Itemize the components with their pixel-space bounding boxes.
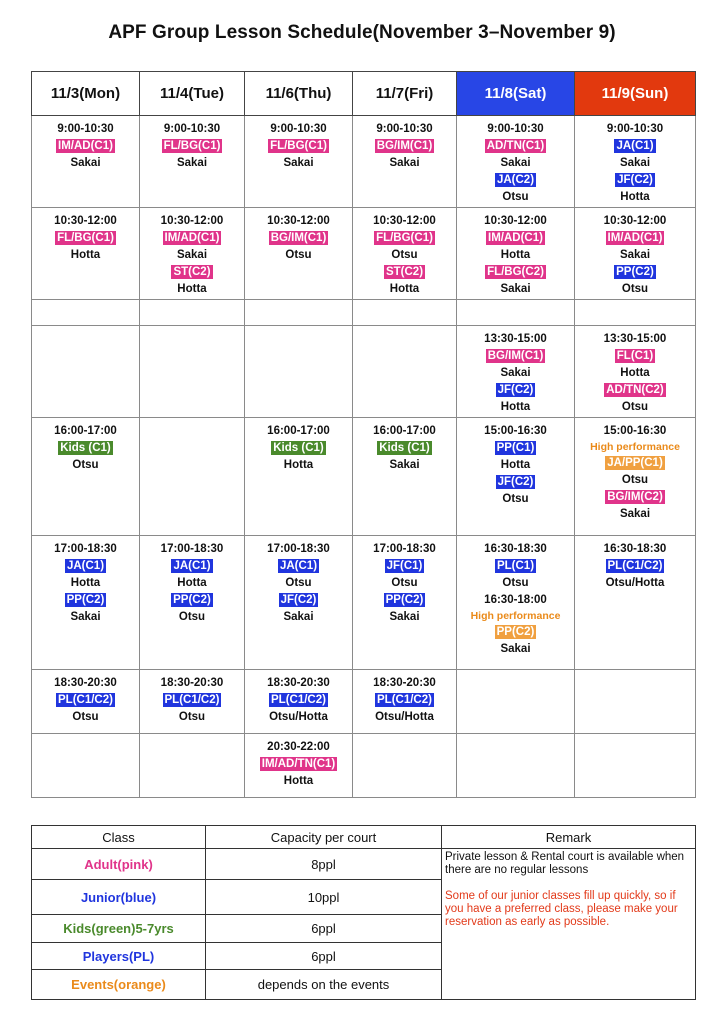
class-tag: IM/AD/TN(C1) <box>261 758 336 770</box>
schedule-row <box>32 536 696 670</box>
class-tag: BG/IM(C1) <box>376 140 433 152</box>
schedule-cell-tue <box>140 418 245 536</box>
lesson-time: 9:00-10:30 <box>606 123 664 135</box>
instructor-name: Otsu <box>72 459 99 471</box>
schedule-cell-sat <box>457 300 575 326</box>
instructor-name: Sakai <box>619 249 651 261</box>
instructor-name: Otsu <box>502 191 529 203</box>
instructor-name: Otsu <box>178 611 206 623</box>
instructor-name: Sakai <box>389 157 420 169</box>
schedule-cell-mon <box>32 670 140 734</box>
schedule-cell-sun <box>575 208 696 300</box>
lesson-time: 20:30-22:00 <box>267 741 330 753</box>
class-tag: PL(C1/C2) <box>607 560 663 572</box>
instructor-name: Hotta <box>70 249 101 261</box>
instructor-name: Hotta <box>500 459 531 471</box>
schedule-cell-mon <box>32 116 140 208</box>
schedule-cell-fri <box>353 536 457 670</box>
legend-class: Players(PL) <box>32 943 206 970</box>
instructor-name: Otsu <box>285 249 312 261</box>
class-tag: JF(C2) <box>280 594 317 606</box>
instructor-name: Otsu <box>621 401 649 413</box>
class-tag: ST(C2) <box>385 266 424 278</box>
class-tag: Kids (C1) <box>379 442 430 454</box>
instructor-name: Otsu <box>621 283 649 295</box>
class-tag: AD/TN(C2) <box>606 384 664 396</box>
lesson-time: 16:30-18:00 <box>484 594 547 606</box>
schedule-row <box>32 326 696 418</box>
legend-remark <box>442 849 696 1000</box>
instructor-name: Otsu/Hotta <box>375 711 434 723</box>
instructor-name: Otsu <box>502 493 529 505</box>
class-tag: FL/BG(C1) <box>376 232 433 244</box>
schedule-cell-fri <box>353 326 457 418</box>
page-title: APF Group Lesson Schedule(November 3–November 9) <box>108 22 616 43</box>
day-header-mon: 11/3(Mon) <box>32 72 140 116</box>
day-header-row <box>32 72 696 116</box>
schedule-cell-mon <box>32 536 140 670</box>
schedule-cell-fri <box>353 670 457 734</box>
instructor-name: Otsu <box>621 474 649 486</box>
lesson-time: 9:00-10:30 <box>57 123 114 135</box>
instructor-name: Otsu <box>285 577 312 589</box>
instructor-name: Hotta <box>620 191 650 203</box>
class-tag: BG/IM(C1) <box>487 350 544 362</box>
day-header-sat: 11/8(Sat) <box>457 72 575 116</box>
schedule-cell-sun <box>575 734 696 798</box>
class-tag: PL(C1/C2) <box>164 694 220 706</box>
class-tag: Kids (C1) <box>60 442 111 454</box>
schedule-cell-thu <box>245 116 353 208</box>
lesson-time: 9:00-10:30 <box>376 123 433 135</box>
schedule-row <box>32 418 696 536</box>
schedule-cell-sat <box>457 670 575 734</box>
schedule-cell-tue <box>140 536 245 670</box>
legend-table <box>31 825 696 1000</box>
instructor-name: Hotta <box>389 283 420 295</box>
class-tag: ST(C2) <box>173 266 211 278</box>
instructor-name: Sakai <box>389 459 420 471</box>
instructor-name: Otsu <box>72 711 99 723</box>
instructor-name: Hotta <box>500 249 531 261</box>
class-tag: Kids (C1) <box>273 442 324 454</box>
instructor-name: Otsu/Hotta <box>605 577 665 589</box>
schedule-cell-sat <box>457 418 575 536</box>
legend-capacity: 6ppl <box>206 943 442 970</box>
schedule-cell-sun <box>575 670 696 734</box>
instructor-name: Sakai <box>619 157 651 169</box>
instructor-name: Hotta <box>70 577 101 589</box>
instructor-name: Otsu/Hotta <box>269 711 328 723</box>
class-tag: PL(C1/C2) <box>58 694 113 706</box>
instructor-name: Sakai <box>500 157 531 169</box>
lesson-time: 15:00-16:30 <box>484 425 547 437</box>
remark-private-lesson: Private lesson & Rental court is available when there are no regular lessons <box>445 851 685 876</box>
schedule-cell-fri <box>353 734 457 798</box>
schedule-cell-mon <box>32 300 140 326</box>
schedule-cell-sat <box>457 326 575 418</box>
class-tag: JF(C1) <box>386 560 423 572</box>
class-tag: JF(C2) <box>497 384 534 396</box>
schedule-cell-thu <box>245 734 353 798</box>
class-tag: JA(C1) <box>279 560 318 572</box>
schedule-row <box>32 300 696 326</box>
class-tag: AD/TN(C1) <box>486 140 545 152</box>
lesson-time: 18:30-20:30 <box>373 677 436 689</box>
schedule-cell-thu <box>245 300 353 326</box>
lesson-time: 16:30-18:30 <box>484 543 547 555</box>
schedule-cell-fri <box>353 418 457 536</box>
schedule-cell-fri <box>353 300 457 326</box>
class-tag: FL/BG(C1) <box>163 140 221 152</box>
schedule-cell-mon <box>32 208 140 300</box>
high-performance-note: High performance <box>470 610 561 622</box>
legend-capacity: 8ppl <box>206 849 442 880</box>
instructor-name: Sakai <box>500 367 531 379</box>
lesson-time: 18:30-20:30 <box>54 677 117 689</box>
lesson-time: 17:00-18:30 <box>160 543 224 555</box>
lesson-time: 13:30-15:00 <box>484 333 547 345</box>
lesson-time: 18:30-20:30 <box>267 677 330 689</box>
instructor-name: Sakai <box>619 508 651 520</box>
instructor-name: Hotta <box>283 775 314 787</box>
legend-class: Junior(blue) <box>32 880 206 915</box>
legend-class: Events(orange) <box>32 970 206 1000</box>
instructor-name: Hotta <box>177 577 207 589</box>
schedule-cell-fri <box>353 208 457 300</box>
lesson-time: 15:00-16:30 <box>603 425 667 437</box>
instructor-name: Hotta <box>283 459 314 471</box>
class-tag: FL/BG(C2) <box>487 266 544 278</box>
instructor-name: Sakai <box>70 157 101 169</box>
legend-header-row <box>32 826 696 849</box>
schedule-table <box>31 71 696 798</box>
day-header-thu: 11/6(Thu) <box>245 72 353 116</box>
schedule-cell-mon <box>32 418 140 536</box>
schedule-cell-sat <box>457 116 575 208</box>
instructor-name: Sakai <box>500 643 531 655</box>
lesson-time: 17:00-18:30 <box>373 543 436 555</box>
lesson-time: 16:30-18:30 <box>603 543 667 555</box>
schedule-cell-sun <box>575 418 696 536</box>
class-tag: PP(C2) <box>385 594 424 606</box>
day-header-fri: 11/7(Fri) <box>353 72 457 116</box>
schedule-cell-tue <box>140 734 245 798</box>
schedule-cell-sun <box>575 300 696 326</box>
lesson-time: 10:30-12:00 <box>54 215 117 227</box>
schedule-cell-tue <box>140 116 245 208</box>
schedule-cell-sun <box>575 326 696 418</box>
lesson-time: 18:30-20:30 <box>160 677 224 689</box>
schedule-row <box>32 116 696 208</box>
class-tag: JF(C2) <box>617 174 653 186</box>
instructor-name: Otsu <box>502 577 529 589</box>
class-tag: PL(C1/C2) <box>271 694 326 706</box>
lesson-time: 9:00-10:30 <box>487 123 544 135</box>
class-tag: IM/AD(C1) <box>607 232 663 244</box>
class-tag: PL(C1/C2) <box>377 694 432 706</box>
lesson-time: 10:30-12:00 <box>267 215 330 227</box>
schedule-cell-thu <box>245 208 353 300</box>
schedule-cell-sat <box>457 208 575 300</box>
class-tag: JF(C2) <box>497 476 534 488</box>
class-tag: JA(C1) <box>173 560 211 572</box>
legend-class: Adult(pink) <box>32 849 206 880</box>
class-tag: IM/AD(C1) <box>164 232 220 244</box>
schedule-cell-thu <box>245 670 353 734</box>
legend-capacity: 6ppl <box>206 915 442 943</box>
legend-header-class: Class <box>32 826 206 849</box>
class-tag: JA(C1) <box>66 560 105 572</box>
class-tag: PP(C2) <box>173 594 211 606</box>
schedule-cell-thu <box>245 326 353 418</box>
instructor-name: Otsu <box>391 577 418 589</box>
schedule-cell-tue <box>140 326 245 418</box>
legend-class: Kids(green)5-7yrs <box>32 915 206 943</box>
legend-row <box>32 849 696 880</box>
schedule-cell-mon <box>32 734 140 798</box>
schedule-cell-fri <box>353 116 457 208</box>
lesson-time: 16:00-17:00 <box>267 425 330 437</box>
lesson-time: 17:00-18:30 <box>54 543 117 555</box>
lesson-time: 10:30-12:00 <box>160 215 224 227</box>
class-tag: PP(C2) <box>66 594 105 606</box>
lesson-time: 16:00-17:00 <box>54 425 117 437</box>
class-tag: IM/AD(C1) <box>58 140 113 152</box>
instructor-name: Sakai <box>176 249 208 261</box>
schedule-cell-sat <box>457 536 575 670</box>
instructor-name: Hotta <box>500 401 531 413</box>
schedule-cell-tue <box>140 670 245 734</box>
lesson-time: 13:30-15:00 <box>603 333 667 345</box>
schedule-row <box>32 734 696 798</box>
schedule-cell-sun <box>575 536 696 670</box>
instructor-name: Otsu <box>391 249 418 261</box>
class-tag: FL/BG(C1) <box>57 232 114 244</box>
instructor-name: Sakai <box>283 157 314 169</box>
instructor-name: Sakai <box>500 283 531 295</box>
lesson-time: 10:30-12:00 <box>603 215 667 227</box>
class-tag: IM/AD(C1) <box>488 232 543 244</box>
class-tag: JA(C1) <box>616 140 654 152</box>
class-tag: PL(C1) <box>496 560 535 572</box>
instructor-name: Sakai <box>70 611 101 623</box>
class-tag: PP(C1) <box>496 442 535 454</box>
lesson-time: 9:00-10:30 <box>270 123 327 135</box>
class-tag: FL(C1) <box>616 350 654 362</box>
class-tag: PP(C2) <box>496 626 535 638</box>
day-header-tue: 11/4(Tue) <box>140 72 245 116</box>
schedule-cell-tue <box>140 208 245 300</box>
instructor-name: Sakai <box>283 611 314 623</box>
lesson-time: 10:30-12:00 <box>484 215 547 227</box>
schedule-cell-sat <box>457 734 575 798</box>
instructor-name: Sakai <box>176 157 208 169</box>
lesson-time: 9:00-10:30 <box>163 123 221 135</box>
legend-capacity: 10ppl <box>206 880 442 915</box>
instructor-name: Hotta <box>620 367 650 379</box>
schedule-cell-thu <box>245 418 353 536</box>
instructor-name: Sakai <box>389 611 420 623</box>
legend-header-remark: Remark <box>442 826 696 849</box>
schedule-cell-sun <box>575 116 696 208</box>
class-tag: JA(C2) <box>496 174 535 186</box>
class-tag: PP(C2) <box>616 266 654 278</box>
class-tag: FL/BG(C1) <box>270 140 327 152</box>
class-tag: BG/IM(C1) <box>270 232 327 244</box>
schedule-cell-tue <box>140 300 245 326</box>
class-tag: BG/IM(C2) <box>607 491 663 503</box>
high-performance-note: High performance <box>590 441 680 453</box>
schedule-row <box>32 208 696 300</box>
remark-junior-classes: Some of our junior classes fill up quickly, so if you have a preferred class, please make your reservation as early as possible. <box>445 890 678 928</box>
schedule-row <box>32 670 696 734</box>
legend-capacity: depends on the events <box>206 970 442 1000</box>
class-tag: JA/PP(C1) <box>607 457 663 469</box>
schedule-cell-mon <box>32 326 140 418</box>
lesson-time: 17:00-18:30 <box>267 543 330 555</box>
lesson-time: 16:00-17:00 <box>373 425 436 437</box>
day-header-sun: 11/9(Sun) <box>575 72 696 116</box>
legend-header-capacity: Capacity per court <box>206 826 442 849</box>
schedule-cell-thu <box>245 536 353 670</box>
instructor-name: Otsu <box>178 711 206 723</box>
lesson-time: 10:30-12:00 <box>373 215 436 227</box>
instructor-name: Hotta <box>177 283 207 295</box>
